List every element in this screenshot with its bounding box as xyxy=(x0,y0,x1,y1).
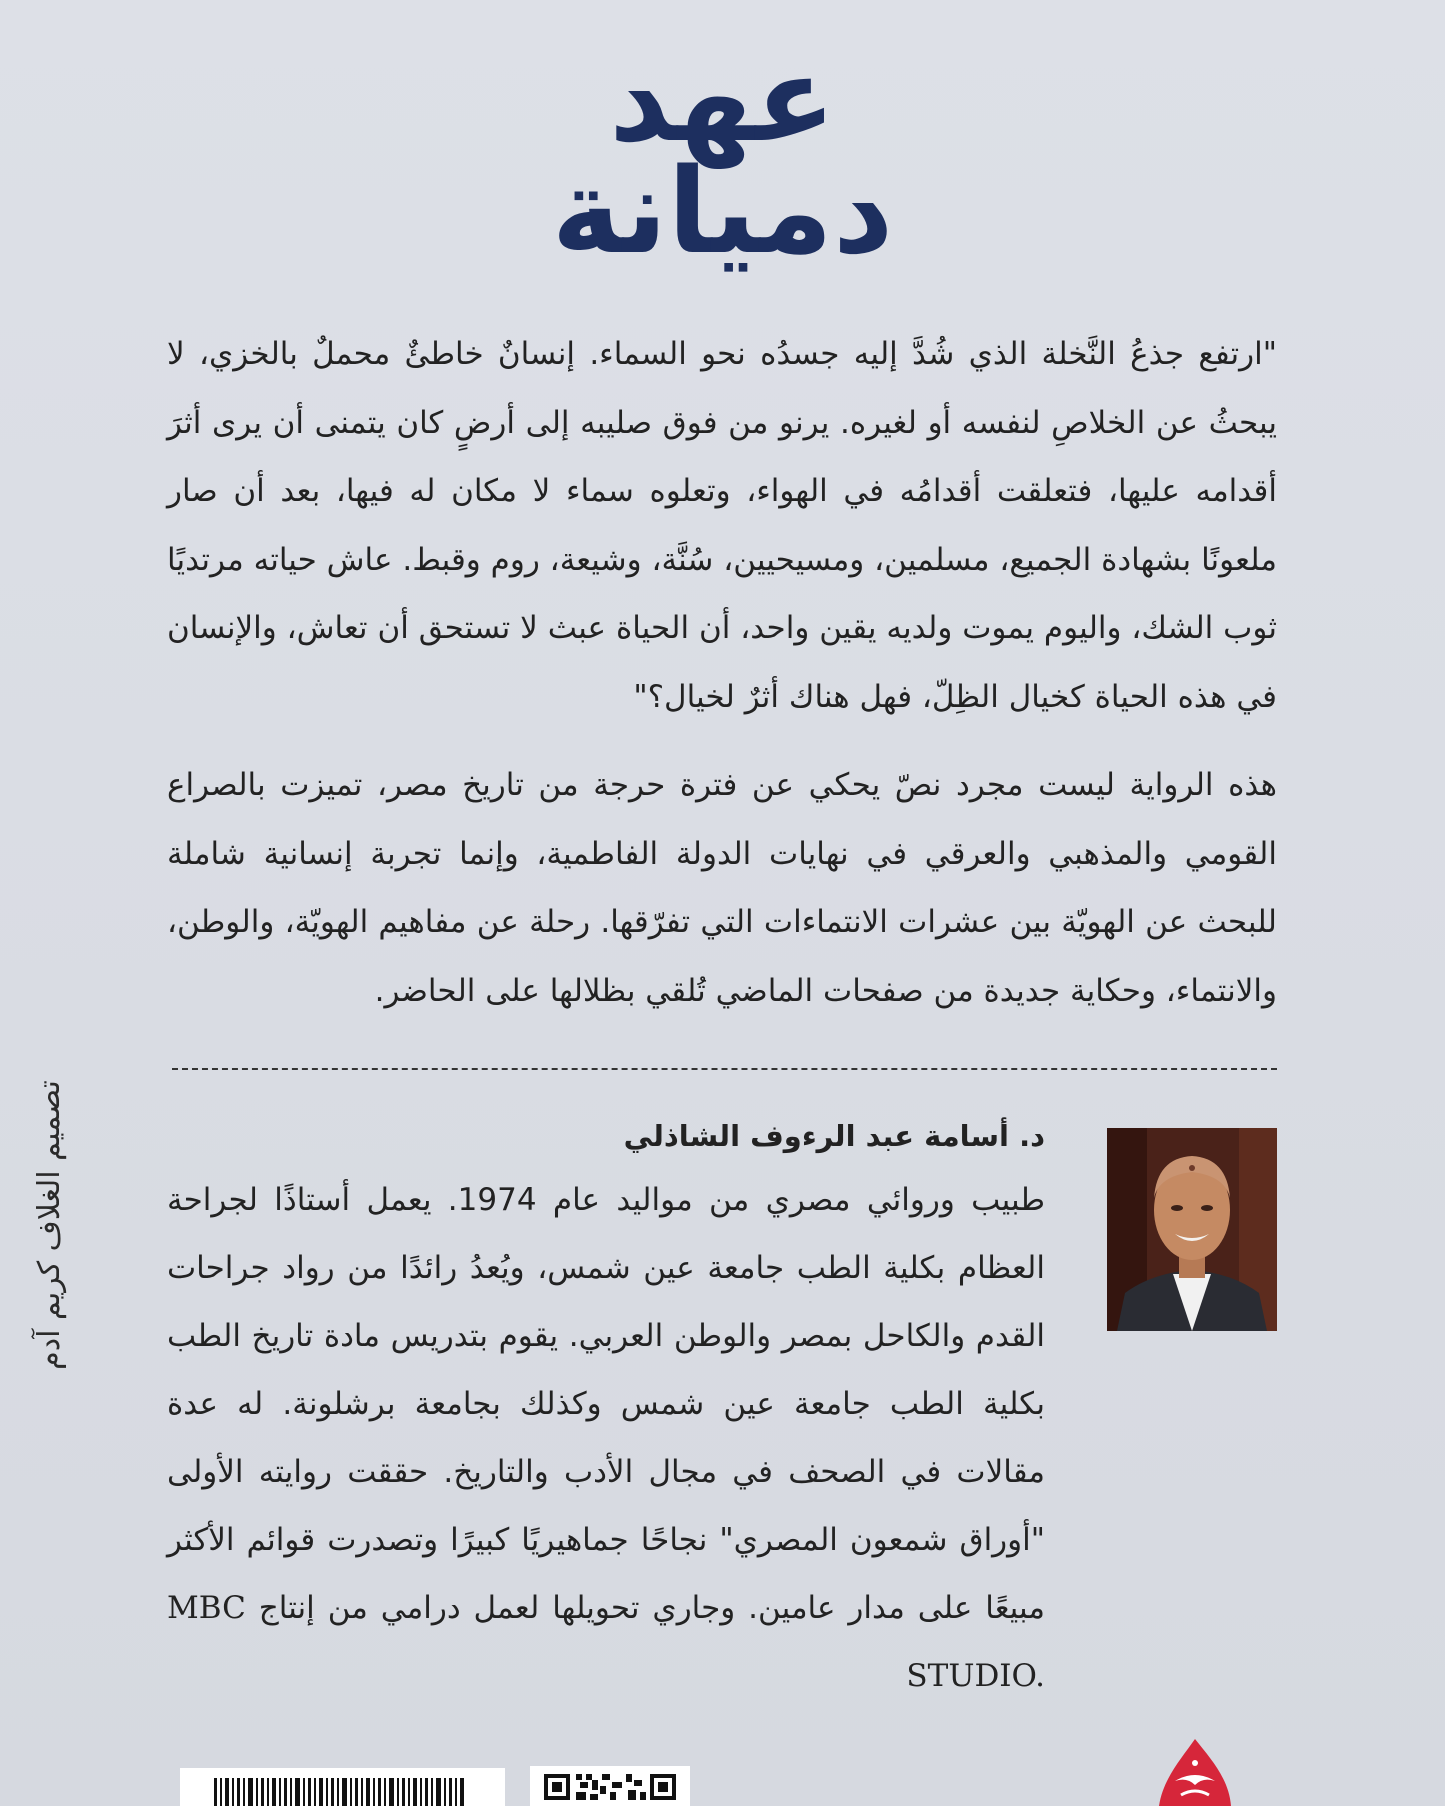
blurb xyxy=(167,320,1277,1025)
publisher-logo xyxy=(1155,1735,1235,1806)
dashed-divider xyxy=(172,1068,1277,1070)
title-line-2: دميانة xyxy=(551,142,894,280)
author-bio-studio: MBC STUDIO. xyxy=(167,1590,1045,1694)
qr-code xyxy=(530,1766,690,1806)
blurb-quote: "ارتفع جذعُ النَّخلة الذي شُدَّ إليه جسدُه نحو السماء. إنسانٌ خاطئٌ محملٌ بالخزي، لا يبحثُ عن الخلاصِ لنفسه أو لغيره. يرنو من فوق صليبه إلى أرضٍ كان يتمنى أن يرى أثرَ أقدامه عليها، فتعلقت أقدامُه في الهواء، وتعلوه سماء لا مكان له فيها، بعد أن صار ملعونًا بشهادة الجميع، مسلمين، ومسيحيين، سُنَّة، وشيعة، روم وقبط. عاش حياته مرتديًا ثوب الشك، واليوم يموت ولديه يقين واحد، أن الحياة عبث لا تستحق أن تعاش، والإنسان في هذه الحياة كخيال الظِلّ، فهل هناك أثرٌ لخيال؟" xyxy=(167,336,1277,715)
author-photo xyxy=(1107,1128,1277,1331)
barcode xyxy=(180,1768,505,1806)
barcode-icon xyxy=(180,1768,505,1806)
blurb-description: هذه الرواية ليست مجرد نصّ يحكي عن فترة حرجة من تاريخ مصر، تميزت بالصراع القومي والمذهبي والعرقي في نهايات الدولة الفاطمية، وإنما تجربة إنسانية شاملة للبحث عن الهويّة بين عشرات الانتماءات التي تفرّقها. رحلة عن مفاهيم الهويّة، والوطن، والانتماء، وحكاية جديدة من صفحات الماضي تُلقي بظلالها على الحاضر. xyxy=(167,767,1277,1009)
author-bio xyxy=(167,1166,1045,1710)
author-portrait-icon xyxy=(1107,1128,1277,1331)
qr-code-icon xyxy=(530,1766,690,1806)
publisher-logo-icon xyxy=(1155,1735,1235,1806)
book-title xyxy=(0,30,1445,280)
author-bio-text: طبيب وروائي مصري من مواليد عام 1974. يعمل أستاذًا لجراحة العظام بكلية الطب جامعة عين شمس، ويُعدُ رائدًا من رواد جراحات القدم والكاحل بمصر والوطن العربي. يقوم بتدريس مادة تاريخ الطب بكلية الطب جامعة عين شمس وكذلك بجامعة برشلونة. له عدة مقالات في الصحف في مجال الأدب والتاريخ. حققت روايته الأولى "أوراق شمعون المصري" نجاحًا جماهيريًا كبيرًا وتصدرت قوائم الأكثر مبيعًا على مدار عامين. وجاري تحويلها لعمل درامي من إنتاج xyxy=(167,1182,1045,1626)
cover-design-credit: تصميم الغلاف كريم آدم xyxy=(32,1080,67,1370)
author-name: د. أسامة عبد الرءوف الشاذلي xyxy=(623,1119,1045,1153)
title-line-1: عهد xyxy=(609,30,836,168)
